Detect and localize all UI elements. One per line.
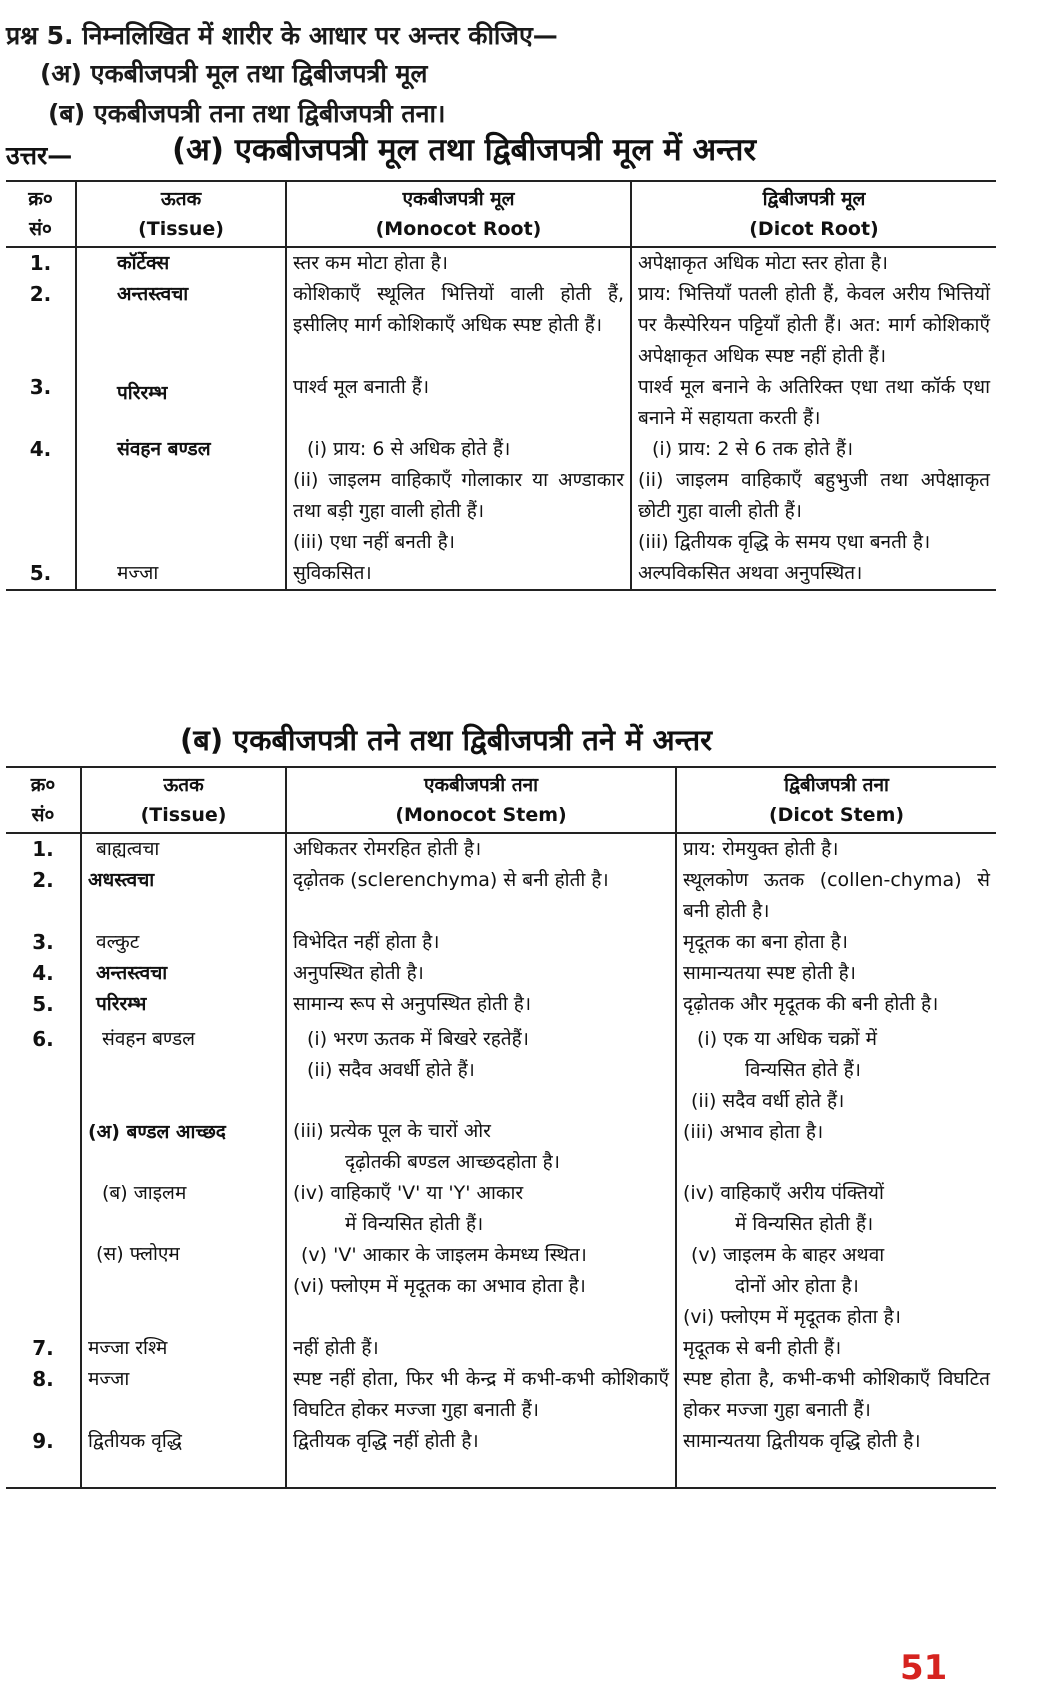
table-row (6, 1426, 996, 1488)
row-number: 8. (32, 1367, 54, 1391)
question-heading: प्रश्न 5. निम्नलिखित में शारीर के आधार पर अन्तर कीजिए— (6, 21, 558, 50)
table-row (6, 558, 996, 590)
tissue-cell: वल्कुट (81, 927, 286, 958)
tissue-cell: मज्जा रश्मि (81, 1333, 286, 1364)
tissue-header: ऊतक (Tissue) (81, 767, 286, 833)
dicot-cell: मृदूतक से बनी होती हैं। (676, 1333, 996, 1364)
monocot-cell: नहीं होती हैं। (286, 1333, 676, 1364)
tissue-cell: द्वितीयक वृद्धि (81, 1426, 286, 1488)
monocot-cell: (i) प्राय: 6 से अधिक होते हैं। (ii) जाइलम वाहिकाएँ गोलाकार या अण्डाकार तथा बड़ी गुहा वाली होती हैं। (iii) एधा नहीं बनती है। (286, 434, 631, 558)
row-number: 5. (6, 558, 76, 590)
dicot-cell: स्थूलकोण ऊतक (collen-chyma) से बनी होती है। (676, 865, 996, 927)
monocot-cell: द्वितीयक वृद्धि नहीं होती है। (286, 1426, 676, 1488)
row-number: 1. (32, 837, 54, 861)
dicot-cell: (i) प्राय: 2 से 6 तक होते हैं। (ii) जाइलम वाहिकाएँ बहुभुजी तथा अपेक्षाकृत छोटी गुहा वाली होती हैं। (iii) द्वितीयक वृद्धि के समय एधा बनती है। (631, 434, 996, 558)
sno-header: क्र० सं० (28, 188, 53, 240)
row-number: 4. (32, 961, 54, 985)
tissue-cell: मज्जा (76, 558, 286, 590)
row-number: 5. (32, 992, 54, 1016)
monocot-cell: अनुपस्थित होती है। (286, 958, 676, 989)
dicot-cell: मृदूतक का बना होता है। (676, 927, 996, 958)
dicot-cell: प्राय: भित्तियाँ पतली होती हैं, केवल अरीय भित्तियों पर कैस्पेरियन पट्टियाँ होती हैं। अत: मार्ग कोशिकाएँ अपेक्षाकृत अधिक स्पष्ट नहीं होती हैं। (631, 279, 996, 372)
dicot-cell: अल्पविकसित अथवा अनुपस्थित। (631, 558, 996, 590)
dicot-cell: स्पष्ट होता है, कभी-कभी कोशिकाएँ विघटित होकर मज्जा गुहा बनाती हैं। (676, 1364, 996, 1426)
row-number: 2. (32, 868, 54, 892)
table-row (6, 1364, 996, 1426)
table-row (6, 1020, 996, 1333)
dicot-cell: (i) एक या अधिक चक्रों में विन्यसित होते हैं। (ii) सदैव वर्धी होते हैं। (iii) अभाव होता है। (iv) वाहिकाएँ अरीय पंक्तियों में विन्यसित होती हैं। (v) जाइलम के बाहर अथवा दोनों ओर होता है। (vi) फ्लोएम में मृदूतक होता है। (676, 1020, 996, 1333)
monocot-cell: अधिकतर रोमरहित होती है। (286, 833, 676, 865)
root-comparison-table (6, 180, 996, 591)
tissue-cell: संवहन बण्डल (अ) बण्डल आच्छद (ब) जाइलम (स) फ्लोएम (81, 1020, 286, 1333)
tissue-cell: अधस्त्वचा (81, 865, 286, 927)
table-row (6, 958, 996, 989)
monocot-stem-header: एकबीजपत्री तना (Monocot Stem) (286, 767, 676, 833)
row-number: 6. (32, 1027, 54, 1051)
question-part-a: (अ) एकबीजपत्री मूल तथा द्विबीजपत्री मूल (40, 59, 428, 88)
monocot-cell: विभेदित नहीं होता है। (286, 927, 676, 958)
tissue-cell: बाह्यत्वचा (81, 833, 286, 865)
table-row (6, 372, 996, 434)
table-row (6, 247, 996, 279)
monocot-cell: (i) भरण ऊतक में बिखरे रहतेहैं। (ii) सदैव अवर्धी होते हैं। (iii) प्रत्येक पूल के चारों ओर दृढ़ोतकी बण्डल आच्छदहोता है। (iv) वाहिकाएँ 'V' या 'Y' आकार में विन्यसित होती हैं। (v) 'V' आकार के जाइलम केमध्य स्थित। (vi) फ्लोएम में मृदूतक का अभाव होता है। (286, 1020, 676, 1333)
row-number: 1. (29, 251, 52, 275)
row-number: 9. (6, 1426, 81, 1488)
table-row (6, 865, 996, 927)
answer-label: उत्तर— (6, 141, 73, 170)
row-number: 4. (29, 437, 52, 461)
table-header-row (6, 181, 996, 247)
dicot-cell: पार्श्व मूल बनाने के अतिरिक्त एधा तथा कॉर्क एधा बनाने में सहायता करती हैं। (631, 372, 996, 434)
tissue-cell: मज्जा (81, 1364, 286, 1426)
dicot-cell: सामान्यतया स्पष्ट होती है। (676, 958, 996, 989)
tissue-cell: अन्तस्त्वचा (81, 958, 286, 989)
table-row (6, 1333, 996, 1364)
question-part-b: (ब) एकबीजपत्री तना तथा द्विबीजपत्री तना। (48, 99, 446, 128)
monocot-cell: दृढ़ोतक (sclerenchyma) से बनी होती है। (286, 865, 676, 927)
tissue-cell: परिरम्भ (81, 989, 286, 1020)
table-a-title: (अ) एकबीजपत्री मूल तथा द्विबीजपत्री मूल में अन्तर (172, 132, 757, 168)
table-row (6, 989, 996, 1020)
dicot-cell: सामान्यतया द्वितीयक वृद्धि होती है। (676, 1426, 996, 1488)
monocot-cell: सामान्य रूप से अनुपस्थित होती है। (286, 989, 676, 1020)
row-number: 2. (29, 282, 52, 306)
monocot-cell: पार्श्व मूल बनाती हैं। (286, 372, 631, 434)
tissue-cell: कॉर्टेक्स (76, 247, 286, 279)
table-header-row (6, 767, 996, 833)
tissue-cell: अन्तस्त्वचा (76, 279, 286, 372)
sno-header: क्र० सं० (30, 774, 56, 826)
monocot-cell: कोशिकाएँ स्थूलित भित्तियों वाली होती हैं, इसीलिए मार्ग कोशिकाएँ अधिक स्पष्ट होती हैं। (286, 279, 631, 372)
table-row (6, 927, 996, 958)
monocot-cell: स्पष्ट नहीं होता, फिर भी केन्द्र में कभी-कभी कोशिकाएँ विघटित होकर मज्जा गुहा बनाती हैं। (286, 1364, 676, 1426)
table-row (6, 279, 996, 372)
stem-comparison-table (6, 766, 996, 1489)
page-number: 51 (900, 1648, 948, 1688)
row-number: 3. (29, 375, 52, 399)
tissue-header: ऊतक (Tissue) (76, 181, 286, 247)
table-row (6, 434, 996, 558)
row-number: 3. (32, 930, 54, 954)
dicot-stem-header: द्विबीजपत्री तना (Dicot Stem) (676, 767, 996, 833)
row-number: 7. (32, 1336, 54, 1360)
dicot-root-header: द्विबीजपत्री मूल (Dicot Root) (631, 181, 996, 247)
monocot-root-header: एकबीजपत्री मूल (Monocot Root) (286, 181, 631, 247)
table-row (6, 833, 996, 865)
dicot-cell: अपेक्षाकृत अधिक मोटा स्तर होता है। (631, 247, 996, 279)
dicot-cell: प्राय: रोमयुक्त होती है। (676, 833, 996, 865)
tissue-cell: संवहन बण्डल (76, 434, 286, 558)
dicot-cell: दृढ़ोतक और मृदूतक की बनी होती है। (676, 989, 996, 1020)
monocot-cell: स्तर कम मोटा होता है। (286, 247, 631, 279)
monocot-cell: सुविकसित। (286, 558, 631, 590)
table-b-title: (ब) एकबीजपत्री तने तथा द्विबीजपत्री तने में अन्तर (180, 723, 713, 757)
tissue-cell: परिरम्भ (76, 372, 286, 434)
